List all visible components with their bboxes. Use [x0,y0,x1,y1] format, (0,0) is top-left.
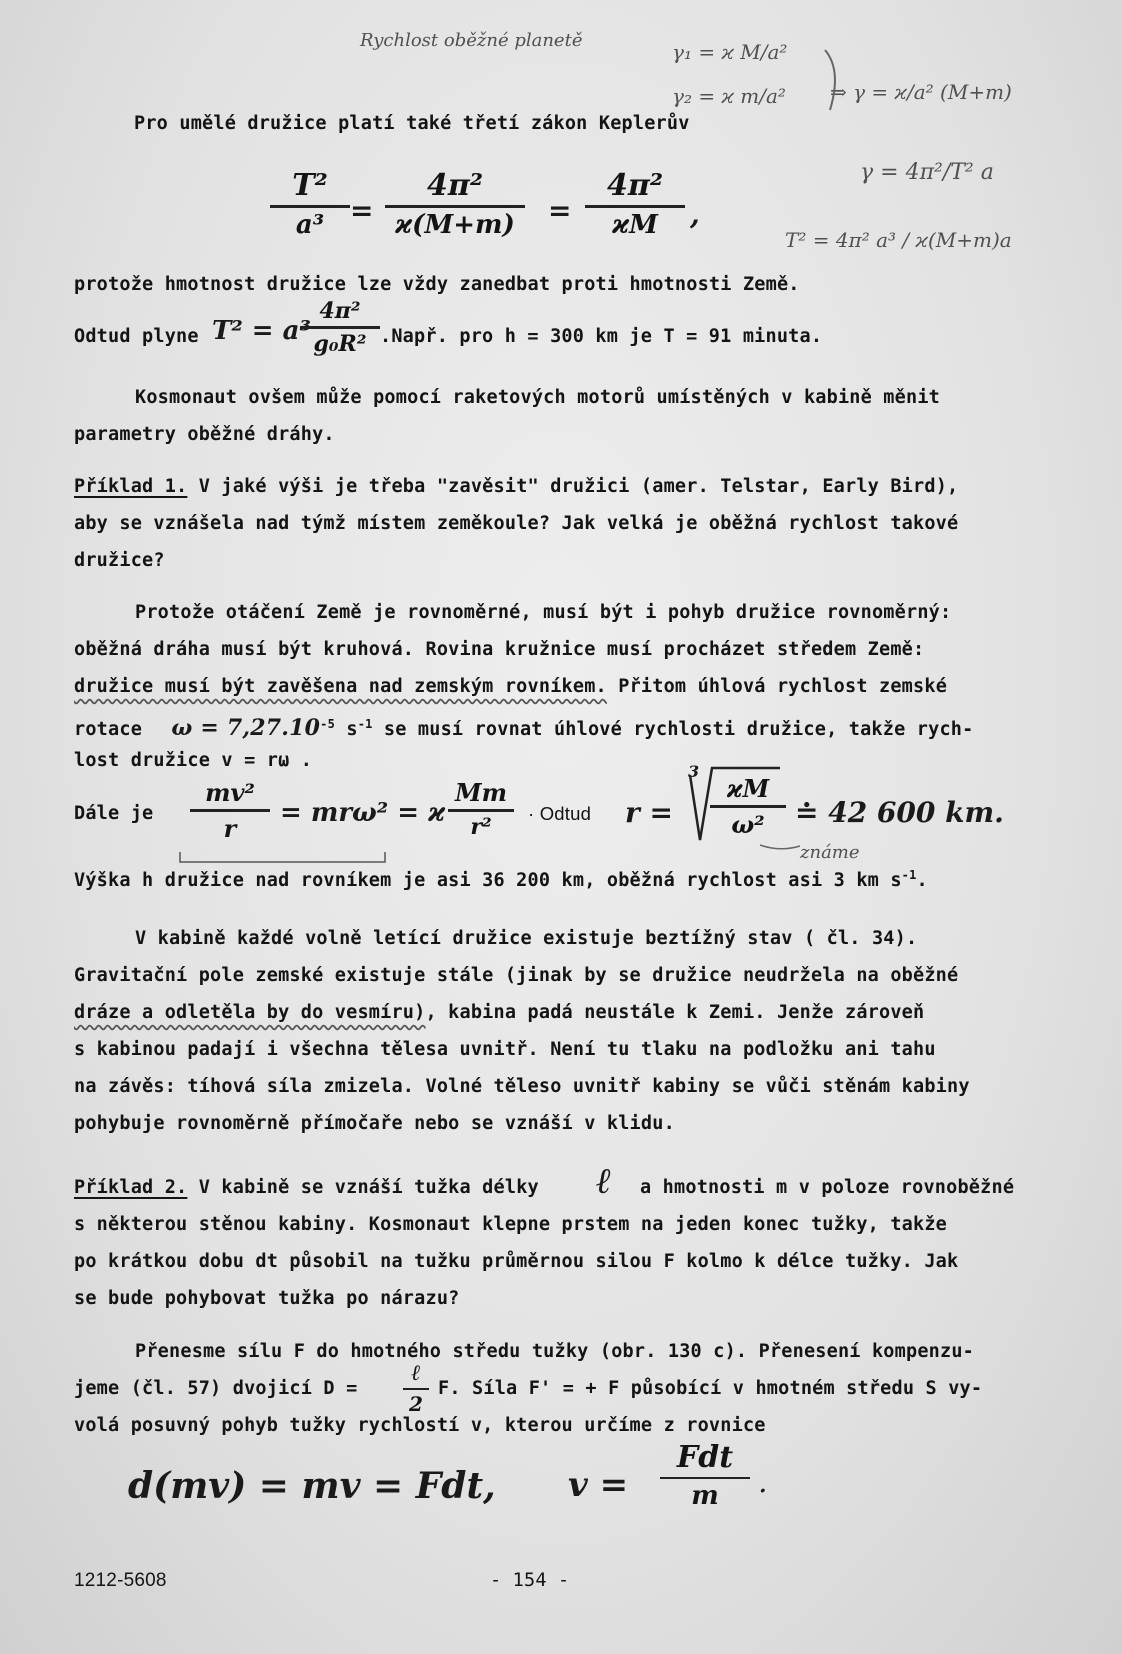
formula-velocity-fraction: Fdt m [660,1440,750,1511]
formula-r-equals: r = [625,796,673,829]
example-2-line-1b: a hmotnosti m v poloze rovnoběžné [640,1177,1015,1198]
paragraph-weightless-l2: Gravitační pole zemské existuje stále (jinak by se družice neudržela na oběžné [74,965,959,986]
example-2-line-2: s některou stěnou kabiny. Kosmonaut klepne prstem na jeden konec tužky, takže [74,1214,948,1235]
kepler-middle-fraction: 4π² ϰ(M+m) [385,168,525,240]
paragraph-cosmonaut-l1: Kosmonaut ovšem může pomocí raketových motorů umístěných v kabině měnit [135,387,940,408]
formula-dale-fraction-1: mv² r [190,778,270,843]
margin-note-gamma2: γ₂ = ϰ m/a² [672,84,786,108]
paragraph-mass-neglect: protože hmotnost družice lze vždy zanedbat proti hmotnosti Země. [74,274,800,295]
paragraph-weightless-l6: pohybuje rovnoměrně přímočaře nebo se vznáší v klidu. [74,1113,675,1134]
paragraph-odtud-example: .Např. pro h = 300 km je T = 91 minuta. [380,326,823,347]
margin-note-arrow: ⇒ γ = ϰ/a² (M+m) [830,80,1012,104]
example-1-line-2: aby se vznášela nad týmž místem zeměkoule? Jak velká je oběžná rychlost takové [74,513,959,534]
footer-document-number: 1212-5608 [74,1570,167,1591]
formula-root-index: 3 [688,762,700,781]
formula-dale-middle: = mrω² = ϰ [280,798,446,828]
formula-odtud-fraction: 4π² g₀R² [300,298,380,357]
formula-dale-fraction-2: Mm r² [448,778,514,840]
footer-page-number: - 154 - [490,1570,570,1591]
paragraph-weightless-l3: dráze a odletěla by do vesmíru), kabina padá neustále k Zemi. Jenže zároveň [74,1002,925,1023]
example-2-line-1: Příklad 2. V kabině se vznáší tužka délky [74,1177,539,1198]
paragraph-kepler-intro: Pro umělé družice platí také třetí zákon Keplerův [134,113,690,134]
paragraph-weightless-l4: s kabinou padají i všechna tělesa uvnitř. Není tu tlaku na podložku ani tahu [74,1039,936,1060]
paragraph-odtud-label: Odtud plyne [74,326,199,347]
paragraph-dale-odtud: · Odtud [528,803,592,824]
formula-root-result: ≐ 42 600 km. [795,796,1004,829]
example-1-label: Příklad 1. [74,476,188,497]
paragraph-uniform-l3: družice musí být zavěšena nad zemským rovníkem. Přitom úhlová rychlost zemské [74,676,948,697]
paragraph-uniform-l5: lost družice v = rω . [74,750,313,771]
paragraph-transfer-l2b: F. Síla F' = + F působící v hmotném středu S vy- [438,1378,983,1399]
paragraph-weightless-l5: na závěs: tíhová síla zmizela. Volné těleso uvnitř kabiny se vůči stěnám kabiny [74,1076,970,1097]
paragraph-uniform-l2: oběžná dráha musí být kruhová. Rovina kružnice musí procházet středem Země: [74,639,925,660]
example-2-line-3: po krátkou dobu dt působil na tužku průměrnou silou F kolmo k délce tužky. Jak [74,1251,959,1272]
kepler-right-fraction: 4π² ϰM [585,168,685,240]
margin-note-gamma1: γ₁ = ϰ M/a² [672,40,788,64]
kepler-equals-1: = [350,194,374,227]
paragraph-transfer-l3: volá posuvný pohyb tužky rychlostí v, kterou určíme z rovnice [74,1415,766,1436]
paragraph-dale-label: Dále je [74,803,154,824]
formula-momentum: d(mv) = mv = Fdt, [128,1465,496,1507]
paragraph-cosmonaut-l2: parametry oběžné dráhy. [74,424,335,445]
paragraph-transfer-l2a: jeme (čl. 57) dvojicí D = [74,1378,358,1399]
paragraph-uniform-l1: Protože otáčení Země je rovnoměrné, musí být i pohyb družice rovnoměrný: [135,602,952,623]
paragraph-transfer-l1: Přenesme sílu F do hmotného středu tužky (obr. 130 c). Přenesení kompenzu- [135,1341,975,1362]
formula-ell-symbol: ℓ [596,1160,612,1202]
kepler-comma: , [690,198,700,231]
paragraph-height-result: Výška h družice nad rovníkem je asi 36 200 km, oběžná rychlost asi 3 km $s^{-1}$. [74,868,928,892]
example-1-line-1: Příklad 1. V jaké výši je třeba "zavěsit" družici (amer. Telstar, Early Bird), [74,476,959,497]
example-2-label: Příklad 2. [74,1177,188,1198]
formula-couple-fraction: ℓ 2 [403,1360,429,1416]
kepler-lhs: T² a³ [270,168,350,240]
formula-odtud-lhs: T² = a³ [212,316,311,346]
paragraph-weightless-l1: V kabině každé volně letící družice existuje beztížný stav ( čl. 34). [135,928,918,949]
formula-final-dot: . [758,1465,768,1500]
handwritten-header-note: Rychlost oběžné planetě [360,30,583,51]
example-2-line-4: se bude pohybovat tužka po nárazu? [74,1288,460,1309]
example-1-line-3: družice? [74,550,165,571]
margin-note-right1: γ = 4π²/T² a [860,160,994,185]
formula-v-equals: v = [568,1465,629,1505]
margin-note-known: známe [800,842,860,863]
kepler-equals-2: = [548,194,572,227]
margin-note-right2: T² = 4π² a³ / ϰ(M+m)a [785,228,1012,252]
formula-root-fraction: ϰM ω² [710,774,786,839]
paragraph-uniform-l4: rotace $\omega = 7,27.10^{-5}$ $s^{-1}$ se musí rovnat úhlové rychlosti družice, takže rych- [74,715,974,742]
